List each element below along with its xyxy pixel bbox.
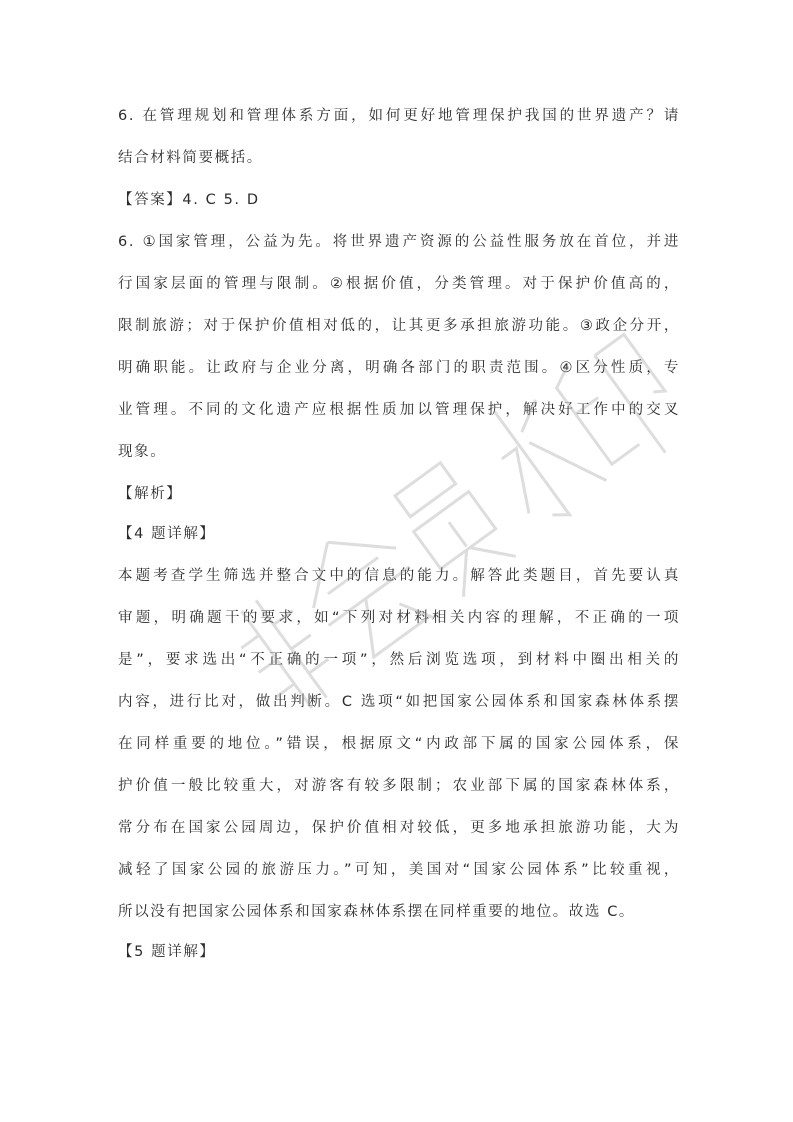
q4-detail-line-9: 所以没有把国家公园体系和国家森林体系摆在同样重要的地位。故选 C。 [118, 904, 636, 920]
answer-6-line-2: 行国家层面的管理与限制。②根据价值，分类管理。对于保护价值高的， [118, 276, 680, 292]
q4-detail-line-7: 常分布在国家公园周边，保护价值相对较低，更多地承担旅游功能，大为 [118, 820, 680, 836]
q5-detail-heading: 【5 题详解】 [118, 944, 216, 960]
answer-6-line-1: 6. ①国家管理，公益为先。将世界遗产资源的公益性服务放在首位，并进 [118, 234, 680, 250]
answer-line: 【答案】4. C 5. D [118, 192, 260, 208]
question-6-line-2: 结合材料简要概括。 [118, 150, 263, 166]
q4-detail-line-3: 是”，要求选出“不正确的一项”，然后浏览选项，到材料中圈出相关的 [118, 652, 680, 668]
q4-detail-line-6: 护价值一般比较重大，对游客有较多限制；农业部下属的国家森林体系， [118, 778, 680, 794]
answer-6-line-6: 现象。 [118, 444, 167, 460]
analysis-heading: 【解析】 [118, 486, 183, 502]
answer-6-line-3: 限制旅游；对于保护价值相对低的，让其更多承担旅游功能。③政企分开， [118, 318, 680, 334]
q4-detail-line-4: 内容，进行比对，做出判断。C 选项“如把国家公园体系和国家森林体系摆 [118, 694, 680, 710]
question-6-line-1: 6. 在管理规划和管理体系方面，如何更好地管理保护我国的世界遗产？请 [118, 108, 680, 124]
q4-detail-line-2: 审题，明确题干的要求，如“下列对材料相关内容的理解，不正确的一项 [118, 610, 680, 626]
answer-6-line-5: 业管理。不同的文化遗产应根据性质加以管理保护，解决好工作中的交叉 [118, 402, 680, 418]
answer-6-line-4: 明确职能。让政府与企业分离，明确各部门的职责范围。④区分性质，专 [118, 360, 680, 376]
q4-detail-heading: 【4 题详解】 [118, 526, 216, 542]
q4-detail-line-5: 在同样重要的地位。”错误，根据原文“内政部下属的国家公园体系，保 [118, 736, 680, 752]
q4-detail-line-1: 本题考查学生筛选并整合文中的信息的能力。解答此类题目，首先要认真 [118, 568, 680, 584]
q4-detail-line-8: 减轻了国家公园的旅游压力。”可知，美国对“国家公园体系”比较重视， [118, 862, 680, 878]
